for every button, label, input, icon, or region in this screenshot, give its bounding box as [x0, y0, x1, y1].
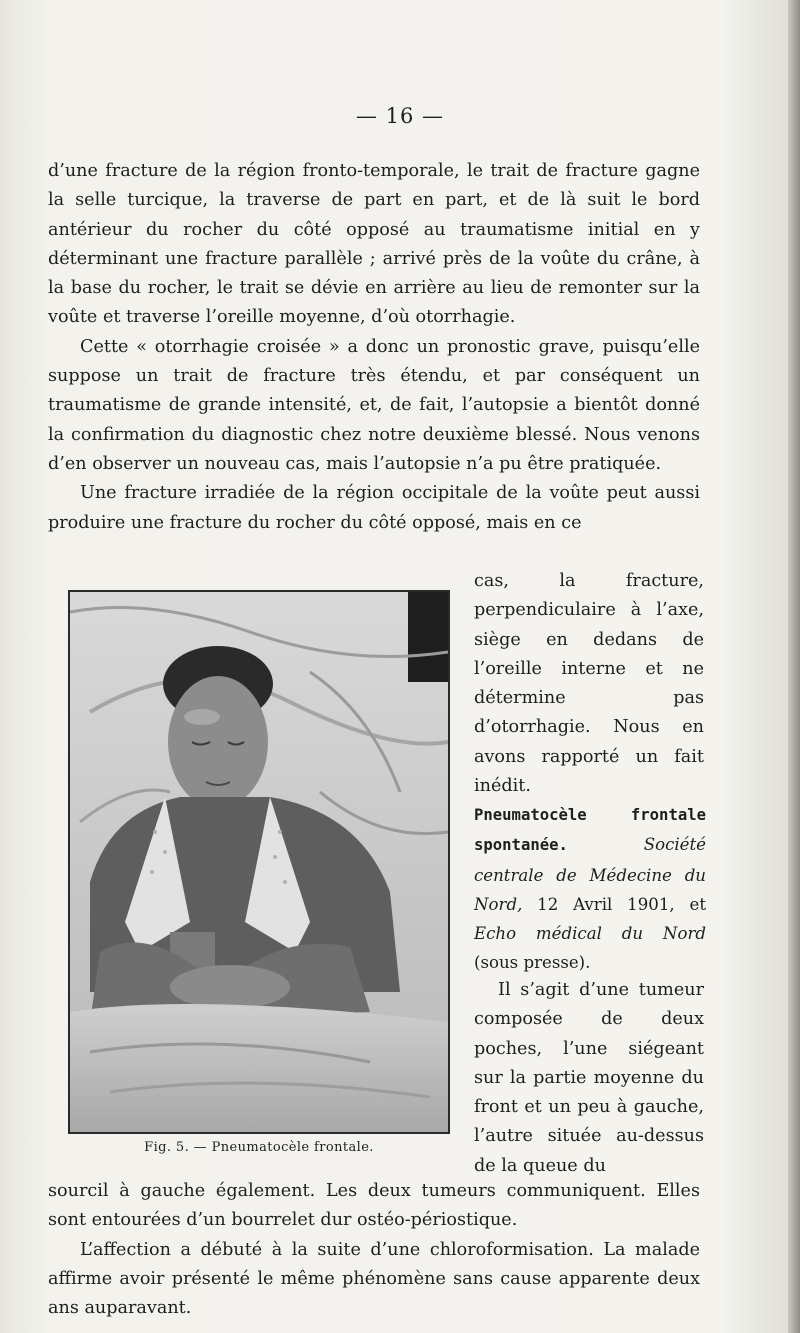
- paragraph: Une fracture irradiée de la région occipitale de la voûte peut aussi produire une fracture du rocher du côté opposé, mais en ce: [48, 483, 700, 533]
- journal-name: Echo médical du Nord: [474, 924, 706, 944]
- body-text-bottom: [48, 1177, 700, 1323]
- section-title: Pneumatocèle frontale spontanée.: [474, 806, 706, 855]
- side-column-upper: [474, 567, 704, 801]
- figure-caption: Fig. 5. — Pneumatocèle frontale.: [144, 1140, 374, 1155]
- section-heading: [474, 800, 706, 978]
- paragraph: cas, la fracture, perpendiculaire à l’axe, siège en dedans de l’oreille interne et ne détermine pas d’otorrhagie. Nous en avons rapporté un fait inédit.: [474, 571, 704, 797]
- body-text-top: [48, 157, 700, 538]
- figure-photograph: [68, 590, 450, 1134]
- publication-date: 12 Avril 1901, et: [537, 894, 706, 914]
- paragraph: Cette « otorrhagie croisée » a donc un pronostic grave, puisqu’elle suppose un trait de fracture très étendu, et par conséquent un traumatisme de grande intensité, et, de fait, l’autopsie a bientôt donné la confirmation du diagnostic chez notre deuxième blessé. Nous venons d’en observer un nouveau cas, mais l’autopsie n’a pu être pratiquée.: [48, 336, 700, 474]
- publication-status: (sous presse).: [474, 953, 591, 973]
- paragraph: d’une fracture de la région fronto-temporale, le trait de fracture gagne la selle turcique, la traverse de part en part, et de là suit le bord antérieur du rocher du côté opposé au traumatisme initial en y déterminant une fracture parallèle ; arrivé près de la voûte du crâne, à la base du rocher, le trait se dévie en arrière au lieu de remonter sur la voûte et traverse l’oreille moyenne, d’où otorrhagie.: [48, 161, 700, 328]
- paragraph: sourcil à gauche également. Les deux tumeurs communiquent. Elles sont entourées d’un bourrelet dur ostéo-périostique.: [48, 1181, 700, 1231]
- page-number: — 16 —: [355, 104, 445, 128]
- patient-photograph: [70, 592, 448, 1132]
- paragraph: Il s’agit d’une tumeur composée de deux poches, l’une siégeant sur la partie moyenne du front et un peu à gauche, l’autre située au-dessus de la queue du: [474, 980, 704, 1176]
- paragraph: L’affection a débuté à la suite d’une chloroformisation. La malade affirme avoir présenté le même phénomène sans cause apparente deux ans auparavant.: [48, 1239, 700, 1319]
- book-spine-shadow: [788, 0, 800, 1333]
- society-name: Société centrale de Médecine du Nord,: [474, 835, 706, 914]
- side-column-lower: [474, 976, 704, 1181]
